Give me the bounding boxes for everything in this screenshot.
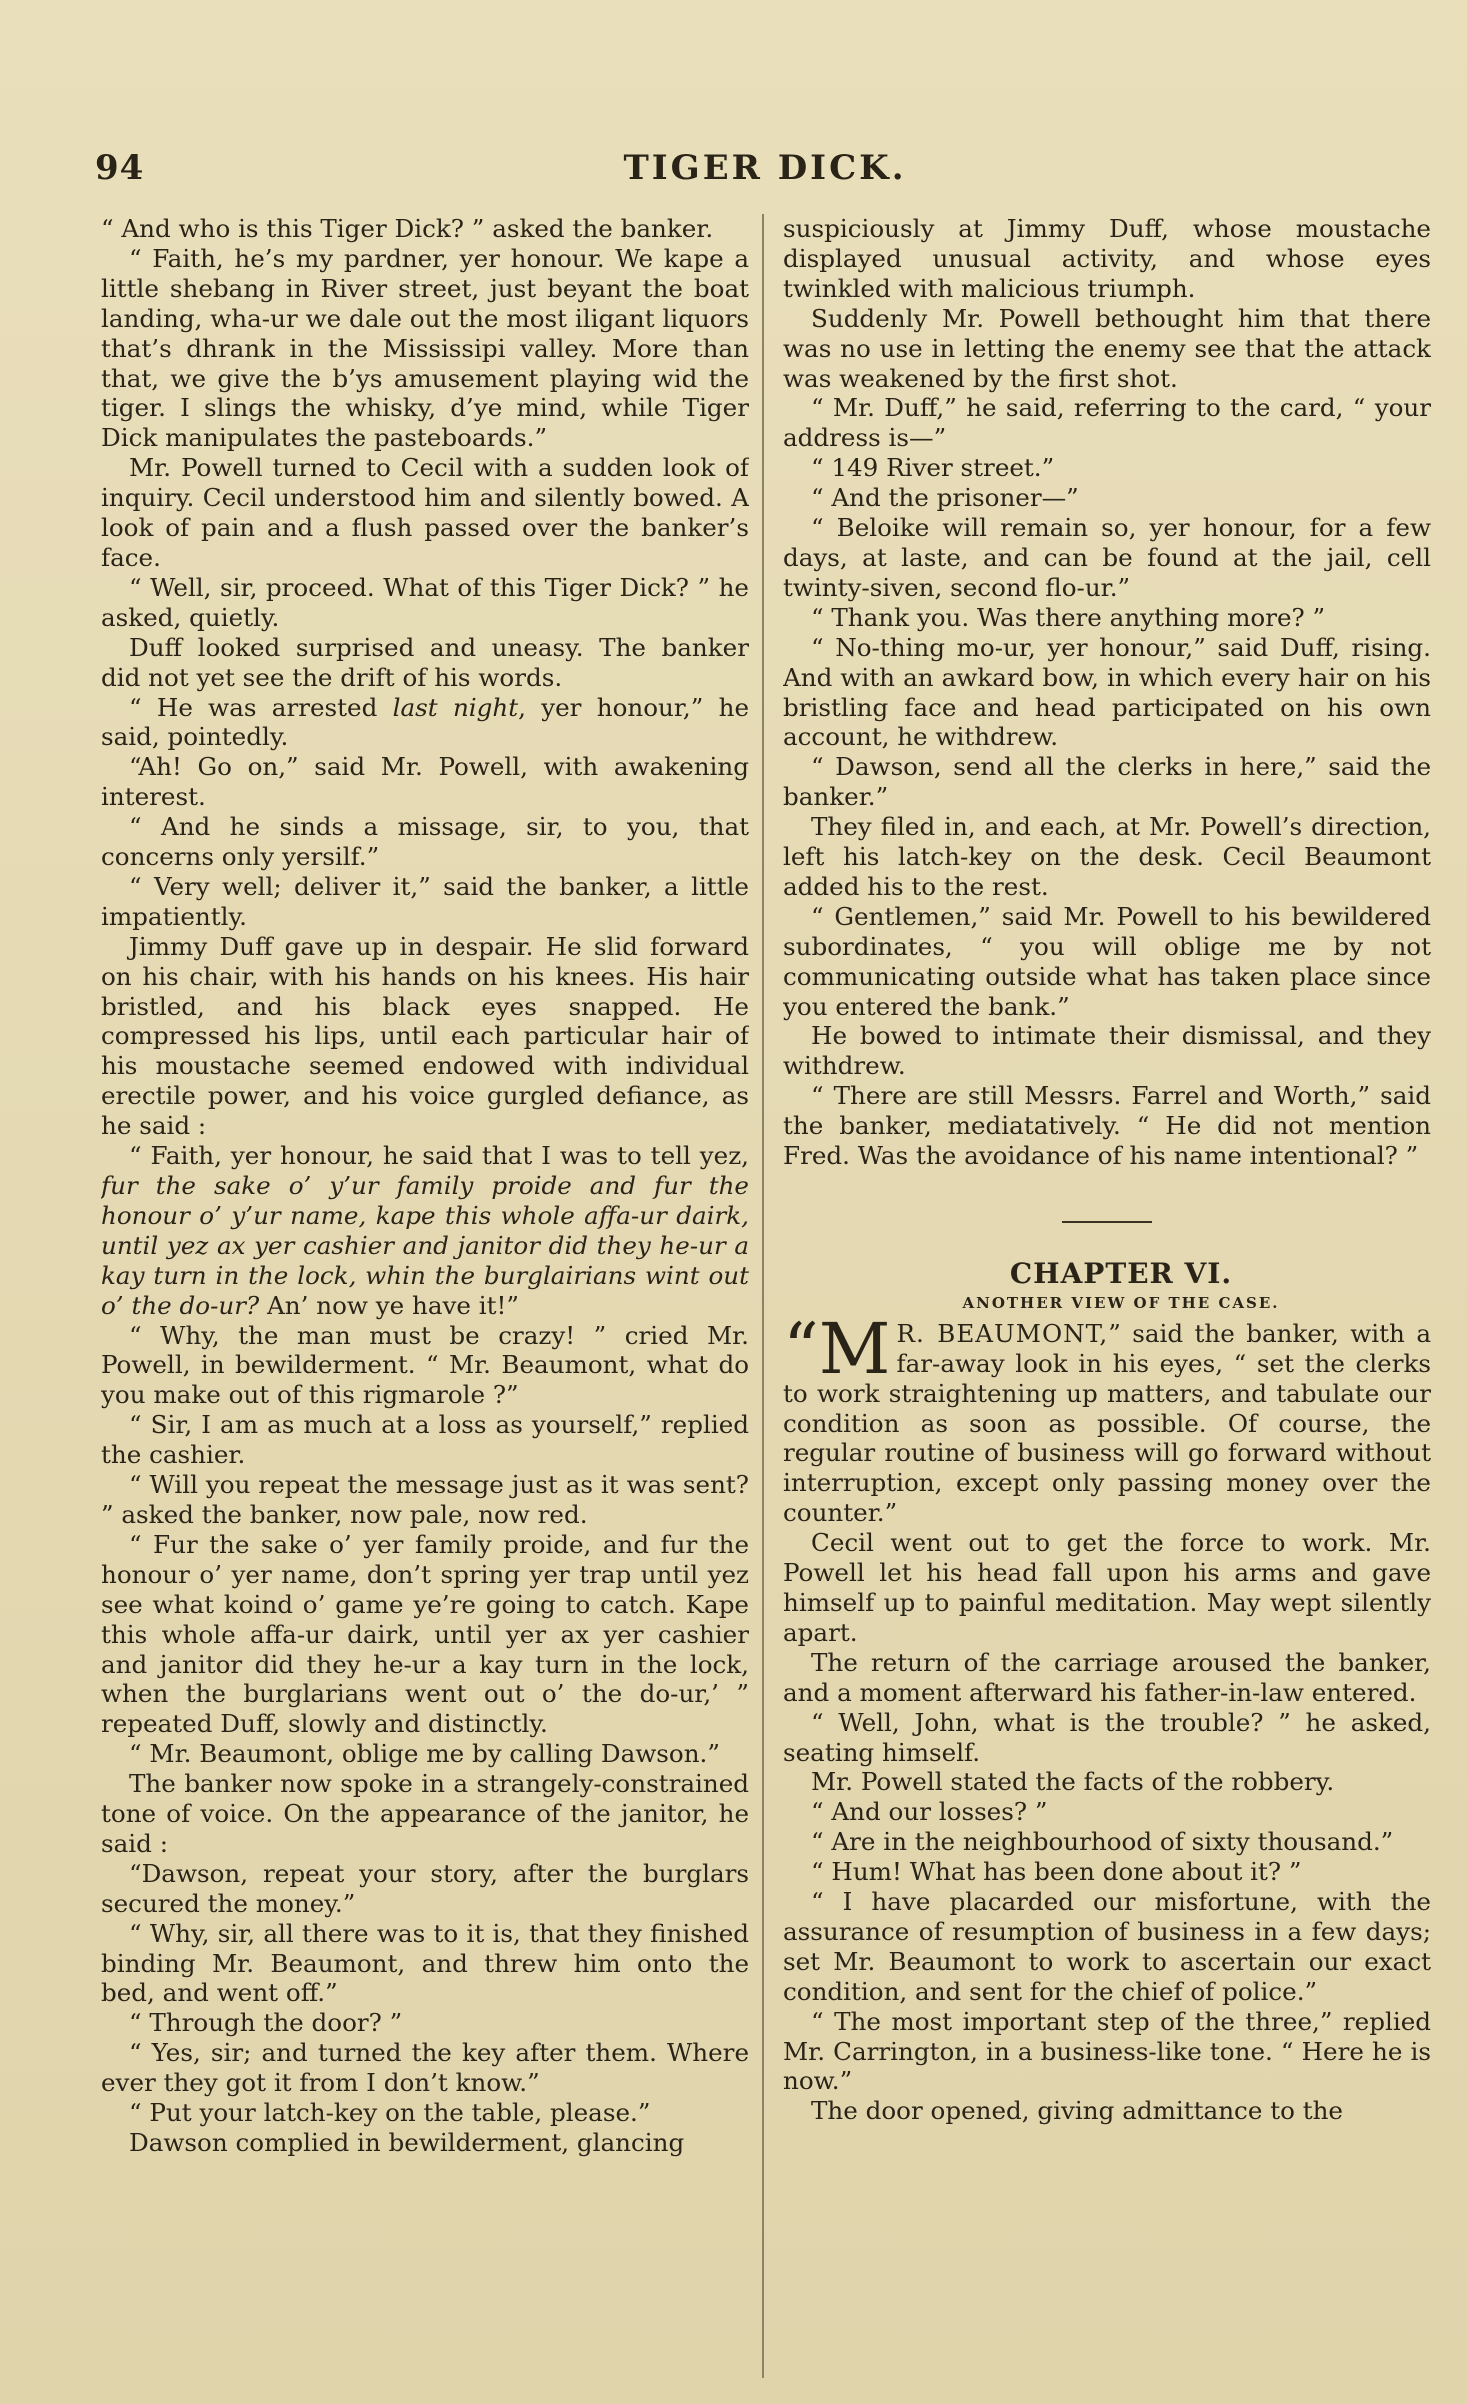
paragraph: “ And our losses? ” <box>811 1797 1048 1827</box>
paragraph: He bowed to intimate their dismissal, and they withdrew. <box>783 1021 1431 1081</box>
paragraph: “ Through the door? ” <box>129 2008 403 2038</box>
paragraph: “ Why, the man must be crazy! ” cried Mr. Powell, in bewilderment. “ Mr. Beaumont, what do you make out of this rigmarole ?” <box>101 1320 749 1410</box>
drop-cap-letter: M <box>818 1307 891 1390</box>
paragraph: “ And the prisoner—” <box>811 483 1079 513</box>
paragraph: “ Dawson, send all the clerks in here,” said the banker.” <box>783 752 1431 812</box>
paragraph: Cecil went out to get the force to work. Mr. Powell let his head fall upon his arms and gave himself up to painful meditation. May wept silently apart. <box>783 1528 1431 1647</box>
paragraph: “ Beloike will remain so, yer honour, for a few days, at laste, and can be found at the jail, cell twinty-siven, second flo-ur.” <box>783 513 1431 602</box>
paragraph: Suddenly Mr. Powell bethought him that there was no use in letting the enemy see that the attack was weakened by the first shot. <box>783 303 1431 393</box>
drop-cap-quote: “ <box>783 1307 819 1390</box>
paragraph: Jimmy Duff gave up in despair. He slid forward on his chair, with his hands on his knees. His hair bristled, and his black eyes snapped. He compressed his lips, until each particular hair of his moustache seemed endowed with individual erectile power, and his voice gurgled defiance, as he said : <box>101 931 749 1141</box>
paragraph: “ Thank you. Was there anything more? ” <box>811 602 1326 632</box>
text-run: , yer honour,” he said, pointedly. <box>101 692 749 752</box>
running-title: TIGER DICK. <box>623 148 907 188</box>
paragraph: “ Fur the sake o’ yer family proide, and fur the honour o’ yer name, don’t spring yer trap until yez see what koind o’ game ye’re going to catch. Kape this whole affa-ur dairk, until yer ax yer cashier and janitor did they he-ur a kay turn in the lock, when the burglarians went out o’ the do-ur,’ ” repeated Duff, slowly and distinctly. <box>101 1529 749 1739</box>
paragraph: “ Will you repeat the message just as it was sent? ” asked the banker, now pale, now red. <box>101 1470 749 1529</box>
paragraph: “ Why, sir, all there was to it is, that they finished binding Mr. Beaumont, and threw him onto the bed, and went off.” <box>101 1918 749 2008</box>
section-divider <box>1062 1221 1152 1223</box>
paragraph: The door opened, giving admittance to the <box>811 2096 1343 2126</box>
italic-run: fur the sake o’ y’ur family proide and fur the honour o’ y’ur name, kape this whole affa-ur dairk, until yez ax yer cashier and janitor did they he-ur a kay turn in the lock, whin the burglairians wint out o’ the do-ur? <box>101 1171 749 1320</box>
paragraph: The banker now spoke in a strangely-constrained tone of voice. On the appearance of the janitor, he said : <box>101 1769 749 1858</box>
paragraph: Dawson complied in bewilderment, glancing <box>129 2128 685 2157</box>
paragraph: “ And who is this Tiger Dick? ” asked the banker. <box>101 214 714 243</box>
paragraph: “ Faith, he’s my pardner, yer honour. We kape a little shebang in River street, just beyant the boat landing, wha-ur we dale out the most iligant liquors that’s dhrank in the Mississipi valley. More than that, we give the b’ys amusement playing wid the tiger. I slings the whisky, d’ye mind, while Tiger Dick manipulates the pasteboards.” <box>101 243 749 453</box>
paragraph: suspiciously at Jimmy Duff, whose moustache displayed unusual activity, and whose eyes twinkled with malicious triumph. <box>783 214 1431 303</box>
paragraph: “Ah! Go on,” said Mr. Powell, with awakening interest. <box>101 752 749 812</box>
text-run: R. BEAUMONT, <box>896 1318 1109 1348</box>
column-rule <box>762 214 764 2378</box>
right-column <box>783 214 1431 2394</box>
paragraph: “ Mr. Beaumont, oblige me by calling Dawson.” <box>129 1739 720 1769</box>
paragraph: “ 149 River street.” <box>811 453 1055 483</box>
paragraph: Duff looked surprised and uneasy. The banker did not yet see the drift of his words. <box>101 632 749 692</box>
text-run: “ He was arrested <box>129 692 393 722</box>
paragraph: “ Gentlemen,” said Mr. Powell to his bewildered subordinates, “ you will oblige me by not communicating outside what has taken place since you entered the bank.” <box>783 901 1431 1021</box>
paragraph: Mr. Powell turned to Cecil with a sudden look of inquiry. Cecil understood him and silently bowed. A look of pain and a flush passed over the banker’s face. <box>101 453 749 572</box>
paragraph: They filed in, and each, at Mr. Powell’s direction, left his latch-key on the desk. Cecil Beaumont added his to the rest. <box>783 812 1431 901</box>
paragraph: “ Well, sir, proceed. What of this Tiger Dick? ” he asked, quietly. <box>101 572 749 632</box>
paragraph: “ I have placarded our misfortune, with the assurance of resumption of business in a few days; set Mr. Beaumont to work to ascertain our exact condition, and sent for the chief of police.” <box>783 1887 1431 2006</box>
page-number: 94 <box>95 148 145 188</box>
paragraph: “ There are still Messrs. Farrel and Worth,” said the banker, mediatatively. “ He did not mention Fred. Was the avoidance of his name intentional? ” <box>783 1081 1431 1171</box>
paragraph: The return of the carriage aroused the banker, and a moment afterward his father-in-law entered. <box>783 1647 1431 1707</box>
chapter-title: CHAPTER VI. <box>1009 1257 1233 1290</box>
drop-cap <box>783 1307 891 1390</box>
paragraph: “ Yes, sir; and turned the key after them. Where ever they got it from I don’t know.” <box>101 2038 749 2098</box>
italic-run: last night <box>392 692 519 722</box>
paragraph: “ Are in the neighbourhood of sixty thousand.” <box>811 1827 1394 1857</box>
paragraph: “ Put your latch-key on the table, please.” <box>129 2098 651 2128</box>
chapter-opening-paragraph <box>783 1307 1431 1528</box>
paragraph: “Dawson, repeat your story, after the burglars secured the money.” <box>101 1858 749 1918</box>
paragraph: “ Mr. Duff,” he said, referring to the card, “ your address is—” <box>783 393 1431 453</box>
paragraph: Mr. Powell stated the facts of the robbery. <box>811 1767 1335 1797</box>
paragraph <box>101 693 749 753</box>
paragraph: “ No-thing mo-ur, yer honour,” said Duff, rising. And with an awkard bow, in which every hair on his bristling face and head participated on his own account, he withdrew. <box>783 632 1431 752</box>
text-run: “ Faith, yer honour, he said that I was to tell yez, <box>129 1141 749 1171</box>
running-header <box>95 148 1435 198</box>
paragraph: “ Well, John, what is the trouble? ” he asked, seating himself. <box>783 1707 1431 1767</box>
text-run: An’ now ye have it!” <box>259 1290 519 1320</box>
text-run: ” said the banker, with a far-away look in his eyes, “ set the clerks to work straightening up matters, and tabulate our condition as soon as possible. Of course, the regular routine of business will go forward without interruption, except only passing money over the counter.” <box>783 1318 1431 1528</box>
paragraph: “ Hum! What has been done about it? ” <box>811 1857 1302 1887</box>
left-column <box>101 214 749 2394</box>
paragraph <box>101 1141 749 1320</box>
paragraph: “ And he sinds a missage, sir, to you, that concerns only yersilf.” <box>101 812 749 872</box>
paragraph: “ Sir, I am as much at a loss as yourself,” replied the cashier. <box>101 1410 749 1470</box>
chapter-subtitle: ANOTHER VIEW OF THE CASE. <box>962 1293 1280 1312</box>
paragraph: “ Very well; deliver it,” said the banker, a little impatiently. <box>101 871 749 931</box>
paragraph: “ The most important step of the three,” replied Mr. Carrington, in a business-like tone. “ Here he is now.” <box>783 2006 1431 2096</box>
